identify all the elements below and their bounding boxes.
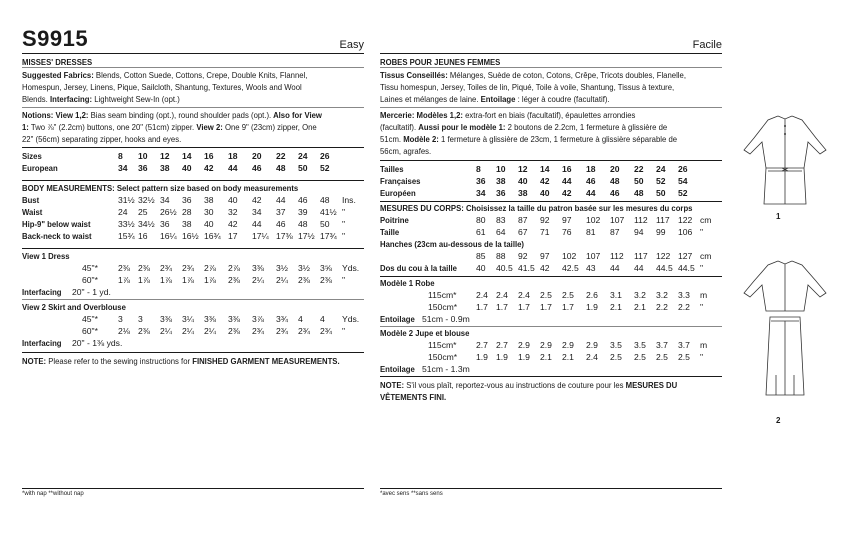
table-cell: 3⅜ [252,263,264,273]
view2-number: 2 [776,416,781,425]
table-cell: 2¾ [298,326,310,336]
unit-label: m [700,290,708,300]
unit-label: " [700,227,704,237]
table-cell: 40 [476,263,486,273]
table-cell: 106 [678,227,693,237]
table-cell: 3¼ [182,314,194,324]
table-cell: 2⅛ [118,326,130,336]
section-title-fr: ROBES POUR JEUNES FEMMES [380,53,722,67]
table-cell: 3.7 [656,340,668,350]
table-cell: 1.7 [540,302,552,312]
table-cell: 2¼ [160,326,172,336]
table-cell: 3 [138,314,143,324]
table-cell: 94 [634,227,644,237]
table-cell: 107 [586,251,601,261]
table-cell: 38 [160,163,170,173]
table-cell: 2.1 [540,352,552,362]
table-cell: 42 [204,163,214,173]
table-cell: 17¾ [320,231,337,241]
table-cell: 14 [540,164,550,174]
table-cell: 48 [320,195,330,205]
table-cell: 2.1 [562,352,574,362]
table-cell: 34 [118,163,128,173]
table-cell: 3.5 [610,340,622,350]
table-cell: 50 [656,188,666,198]
table-cell: 67 [518,227,528,237]
notions-block-fr: Mercerie: Modèles 1,2: extra-fort en biais (facultatif), épaulettes arrondies (facultatif). Aussi pour le modèle 1: 2 boutons de 2.2cm, 1 fermeture à glissière de 51cm. Modèle 2: 1 fermeture à glissière de 23cm, 1 fermeture à glissière séparable de 56cm, agrafes. [380,110,678,156]
table-cell: 117 [634,251,648,261]
table-cell: 52 [320,163,330,173]
modele1-115-row: 115cm* 2.4 2.4 2.4 2.5 2.5 2.6 3.1 3.2 3.2 3.3 m [428,290,708,300]
unit-label: " [342,326,346,336]
table-cell: 2.4 [496,290,508,300]
modele1-entoilage-row: Entoilage 51cm - 0.9m [380,314,470,324]
table-cell: 97 [562,215,572,225]
view1-45-row: 45"* 2⅜ 2⅜ 2¾ 2¾ 2⅞ 2⅞ 3⅜ 3½ 3½ 3⅝ Yds. [82,263,360,273]
table-cell: 22 [276,151,286,161]
table-cell: 25 [138,207,148,217]
francaises-row: Françaises 36 38 40 42 44 46 48 50 52 54 [380,176,688,186]
unit-label: " [342,219,346,229]
table-cell: 16¼ [160,231,177,241]
table-cell: 52 [656,176,666,186]
table-cell: 2.9 [540,340,552,350]
table-cell: 102 [586,215,601,225]
table-cell: 54 [678,176,688,186]
table-cell: 42.5 [562,263,579,273]
sizes-row: Sizes 8 10 12 14 16 18 20 22 24 26 [22,151,330,161]
table-cell: 16½ [182,231,199,241]
table-cell: 2.1 [610,302,622,312]
table-cell: 3.2 [656,290,668,300]
table-cell: 3.5 [634,340,646,350]
view1-number: 1 [776,212,781,221]
table-cell: 43 [586,263,596,273]
table-cell: 2⅜ [298,275,310,285]
table-cell: 40 [518,176,528,186]
modele2-115-row: 115cm* 2.7 2.7 2.9 2.9 2.9 2.9 3.5 3.5 3.7 3.7 m [428,340,708,350]
modele2-150-row: 150cm* 1.9 1.9 1.9 2.1 2.1 2.4 2.5 2.5 2.5 2.5 " [428,352,704,362]
table-cell: 8 [118,151,123,161]
table-cell: 2¾ [182,263,194,273]
unit-label: cm [700,251,712,261]
table-cell: 2⅞ [204,263,216,273]
table-cell: 2⅜ [138,263,150,273]
table-cell: 46 [252,163,262,173]
modele1-150-row: 150cm* 1.7 1.7 1.7 1.7 1.7 1.9 2.1 2.1 2.2 2.2 " [428,302,704,312]
unit-label: " [342,275,346,285]
table-cell: 107 [610,215,625,225]
table-cell: 44 [228,163,238,173]
table-cell: 44 [252,219,262,229]
unit-label: Yds. [342,263,360,273]
table-cell: 87 [610,227,620,237]
table-cell: 17 [228,231,238,241]
table-cell: 48 [610,176,620,186]
table-cell: 2.4 [586,352,598,362]
table-cell: 38 [518,188,528,198]
table-cell: 8 [476,164,481,174]
european-row: European 34 36 38 40 42 44 46 48 50 52 [22,163,330,173]
table-cell: 22 [634,164,644,174]
table-cell: 34 [160,195,170,205]
table-cell: 16 [204,151,214,161]
table-cell: 44.5 [656,263,673,273]
table-cell: 117 [656,215,670,225]
table-cell: 40 [204,219,214,229]
table-cell: 83 [496,215,506,225]
table-cell: 48 [276,163,286,173]
table-cell: 2.5 [656,352,668,362]
unit-label: Ins. [342,195,356,205]
table-cell: 42 [252,195,262,205]
table-cell: 99 [656,227,666,237]
table-cell: 2.5 [540,290,552,300]
table-cell: 2.9 [518,340,530,350]
table-cell: 71 [540,227,550,237]
table-cell: 2.1 [634,302,646,312]
table-cell: 30 [204,207,214,217]
table-cell: 3 [118,314,123,324]
table-cell: 31½ [118,195,135,205]
table-cell: 1⅞ [138,275,150,285]
view2-title: View 2 Skirt and Overblouse [22,302,126,312]
taille-row: Taille 61 64 67 71 76 81 87 94 99 106 " [380,227,704,237]
table-cell: 3.2 [634,290,646,300]
table-cell: 12 [160,151,170,161]
table-cell: 2¼ [276,275,288,285]
table-cell: 32½ [138,195,155,205]
table-cell: 10 [138,151,148,161]
table-cell: 40 [182,163,192,173]
table-cell: 42 [540,263,550,273]
table-cell: 26½ [160,207,177,217]
table-cell: 1.9 [518,352,530,362]
table-cell: 102 [562,251,577,261]
body-measurements-header-fr: MESURES DU CORPS: Choisissez la taille du patron basée sur les mesures du corps [380,203,693,213]
table-cell: 2⅞ [228,263,240,273]
modele2-title: Modèle 2 Jupe et blouse [380,328,470,338]
table-cell: 2.5 [678,352,690,362]
table-cell: 87 [518,215,528,225]
table-cell: 16¾ [204,231,221,241]
table-cell: 48 [634,188,644,198]
note: NOTE: Please refer to the sewing instructions for FINISHED GARMENT MEASUREMENTS. [22,356,340,366]
table-cell: 41½ [320,207,337,217]
hanches-label: Hanches (23cm au-dessous de la taille) [380,239,524,249]
table-cell: 1.7 [518,302,530,312]
table-cell: 44 [610,263,620,273]
table-cell: 3½ [298,263,310,273]
footnote: *with nap **without nap [22,491,84,497]
table-cell: 38 [182,219,192,229]
table-cell: 1.7 [562,302,574,312]
unit-label: " [342,231,346,241]
table-cell: 127 [678,251,693,261]
table-cell: 3¾ [276,314,288,324]
poitrine-row: Poitrine 80 83 87 92 97 102 107 112 117 122 cm [380,215,712,225]
table-cell: 2⅜ [228,326,240,336]
dos-row: Dos du cou à la taille 40 40.5 41.5 42 42.5 43 44 44 44.5 44.5 " [380,263,704,273]
table-cell: 3½ [276,263,288,273]
table-cell: 1.7 [496,302,508,312]
table-cell: 44 [276,195,286,205]
table-cell: 2.2 [656,302,668,312]
table-cell: 2⅜ [138,326,150,336]
table-cell: 24 [118,207,128,217]
table-cell: 50 [320,219,330,229]
unit-label: " [700,302,704,312]
table-cell: 36 [160,219,170,229]
table-cell: 44 [586,188,596,198]
table-cell: 16 [562,164,572,174]
table-cell: 2¼ [204,326,216,336]
table-cell: 1.9 [476,352,488,362]
table-cell: 2.5 [634,352,646,362]
view1-dress-sketch [738,108,832,218]
table-cell: 2⅜ [118,263,130,273]
table-cell: 34 [252,207,262,217]
fabrics-block: Suggested Fabrics: Blends, Cotton Suede, Cottons, Crepe, Double Knits, Flannel, Homespun, Jersey, Linens, Pique, Sailcloth, Shantung, Textures, Wools and Wool Blends. Interfacing: Lightweight Sew-In (opt.) [22,70,308,104]
table-cell: 52 [678,188,688,198]
table-cell: 14 [182,151,192,161]
unit-label: m [700,340,708,350]
tailles-row: Tailles 8 10 12 14 16 18 20 22 24 26 [380,164,688,174]
table-cell: 1.9 [586,302,598,312]
view1-title: View 1 Dress [22,251,70,261]
table-cell: 2.7 [476,340,488,350]
table-cell: 2.7 [496,340,508,350]
unit-label: cm [700,215,712,225]
table-cell: 50 [298,163,308,173]
table-cell: 61 [476,227,486,237]
table-cell: 20 [252,151,262,161]
table-cell: 46 [586,176,596,186]
table-cell: 122 [678,215,693,225]
table-cell: 2.5 [610,352,622,362]
table-cell: 10 [496,164,506,174]
table-cell: 2.5 [562,290,574,300]
table-cell: 44.5 [678,263,695,273]
table-cell: 85 [476,251,486,261]
table-cell: 112 [610,251,624,261]
back-neck-row: Back-neck to waist 15¾ 16 16¼ 16½ 16¾ 17 17¼ 17⅜ 17½ 17¾ " [22,231,346,241]
table-cell: 76 [562,227,572,237]
table-cell: 46 [276,219,286,229]
table-cell: 3.3 [678,290,690,300]
table-cell: 3⅜ [160,314,172,324]
table-cell: 40 [540,188,550,198]
table-cell: 81 [586,227,596,237]
table-cell: 2.9 [586,340,598,350]
view1-60-row: 60"* 1⅞ 1⅞ 1⅞ 1⅞ 1⅞ 2⅜ 2¼ 2¼ 2⅜ 2⅜ " [82,275,346,285]
table-cell: 36 [182,195,192,205]
table-cell: 36 [138,163,148,173]
table-cell: 2¾ [320,326,332,336]
body-measurements-header: BODY MEASUREMENTS: Select pattern size based on body measurements [22,183,299,193]
unit-label: " [342,207,346,217]
table-cell: 32 [228,207,238,217]
table-cell: 12 [518,164,528,174]
table-cell: 1⅞ [204,275,216,285]
table-cell: 2¾ [252,326,264,336]
table-cell: 3⅞ [252,314,264,324]
table-cell: 3.1 [610,290,622,300]
table-cell: 24 [298,151,308,161]
table-cell: 44 [562,176,572,186]
table-cell: 34½ [138,219,155,229]
notions-block: Notions: View 1,2: Bias seam binding (opt.), round shoulder pads (opt.). Also for View 1: Two ⅞" (2.2cm) buttons, one 20" (51cm) zipper. View 2: One 9" (23cm) zipper, One 22" (56cm) separating zipper, hooks and eyes. [22,110,322,144]
view2-45-row: 45"* 3 3 3⅜ 3¼ 3⅜ 3⅜ 3⅞ 3¾ 4 4 Yds. [82,314,360,324]
view2-outfit-sketch [738,255,832,405]
table-cell: 80 [476,215,486,225]
table-cell: 3⅜ [228,314,240,324]
table-cell: 50 [634,176,644,186]
table-cell: 2.4 [476,290,488,300]
table-cell: 1⅞ [118,275,130,285]
modele2-entoilage-row: Entoilage 51cm - 1.3m [380,364,470,374]
table-cell: 39 [298,207,308,217]
table-cell: 18 [228,151,238,161]
table-cell: 92 [540,215,550,225]
table-cell: 38 [204,195,214,205]
table-cell: 1.9 [496,352,508,362]
table-cell: 37 [276,207,286,217]
table-cell: 46 [610,188,620,198]
view1-interfacing-row: Interfacing 20" - 1 yd. [22,287,111,297]
table-cell: 24 [656,164,666,174]
table-cell: 112 [634,215,648,225]
unit-label: " [700,263,704,273]
table-cell: 3⅜ [204,314,216,324]
difficulty-level: Easy [339,39,364,51]
table-cell: 122 [656,251,671,261]
waist-row: Waist 24 25 26½ 28 30 32 34 37 39 41½ " [22,207,346,217]
table-cell: 48 [298,219,308,229]
table-cell: 46 [298,195,308,205]
table-cell: 1⅞ [160,275,172,285]
note-fr: NOTE: S'il vous plaît, reportez-vous au instructions de couture pour les MESURES DU VÊTEMENTS FINI. [380,380,678,402]
table-cell: 38 [496,176,506,186]
table-cell: 4 [320,314,325,324]
table-cell: 36 [476,176,486,186]
table-cell: 1⅞ [182,275,194,285]
table-cell: 2.6 [586,290,598,300]
table-cell: 33½ [118,219,135,229]
table-cell: 2.4 [518,290,530,300]
table-cell: 2⅜ [228,275,240,285]
table-cell: 28 [182,207,192,217]
table-cell: 34 [476,188,486,198]
table-cell: 2¾ [160,263,172,273]
table-cell: 42 [540,176,550,186]
difficulty-level-fr: Facile [692,39,722,51]
table-cell: 41.5 [518,263,535,273]
table-cell: 44 [634,263,644,273]
table-cell: 2¼ [182,326,194,336]
table-cell: 3⅝ [320,263,332,273]
table-cell: 36 [496,188,506,198]
table-cell: 20 [610,164,620,174]
view2-60-row: 60"* 2⅛ 2⅜ 2¼ 2¼ 2¼ 2⅜ 2¾ 2¾ 2¾ 2¾ " [82,326,346,336]
pattern-number: S9915 [22,26,89,51]
view2-interfacing-row: Interfacing 20" - 1⅜ yds. [22,338,123,348]
hanches-row [380,250,722,262]
table-cell: 17⅜ [276,231,293,241]
unit-label: " [700,352,704,362]
table-cell: 1.7 [476,302,488,312]
table-cell: 40.5 [496,263,513,273]
modele1-title: Modèle 1 Robe [380,278,435,288]
table-cell: 4 [298,314,303,324]
table-cell: 26 [678,164,688,174]
section-title: MISSES' DRESSES [22,53,364,67]
table-cell: 92 [518,251,528,261]
table-cell: 2.9 [562,340,574,350]
table-cell: 2⅜ [320,275,332,285]
table-cell: 2¾ [276,326,288,336]
fabrics-block-fr: Tissus Conseillés: Mélanges, Suède de coton, Cotons, Crêpe, Tricots doubles, Flanelle, Tissu homespun, Jersey, Toiles de lin, Piqué, Toile à voile, Shantung, Tissus à texture, Laines et mélanges de laine. Entoilage : léger à coudre (facultatif). [380,70,686,104]
table-cell: 40 [228,195,238,205]
table-cell: 17½ [298,231,315,241]
table-cell: 97 [540,251,550,261]
bust-row: Bust 31½ 32½ 34 36 38 40 42 44 46 48 Ins. [22,195,356,205]
footnote-fr: *avec sens **sans sens [380,491,443,497]
table-cell: 2¼ [252,275,264,285]
table-cell: 3.7 [678,340,690,350]
table-cell: 42 [228,219,238,229]
table-cell: 17¼ [252,231,269,241]
unit-label: Yds. [342,314,360,324]
table-cell: 2.2 [678,302,690,312]
table-cell: 64 [496,227,506,237]
table-cell: 15¾ [118,231,135,241]
hip-row: Hip-9" below waist 33½ 34½ 36 38 40 42 44 46 48 50 " [22,219,346,229]
table-cell: 42 [562,188,572,198]
europeen-row: Européen 34 36 38 40 42 44 46 48 50 52 [380,188,688,198]
table-cell: 18 [586,164,596,174]
table-cell: 88 [496,251,506,261]
table-cell: 26 [320,151,330,161]
table-cell: 16 [138,231,148,241]
